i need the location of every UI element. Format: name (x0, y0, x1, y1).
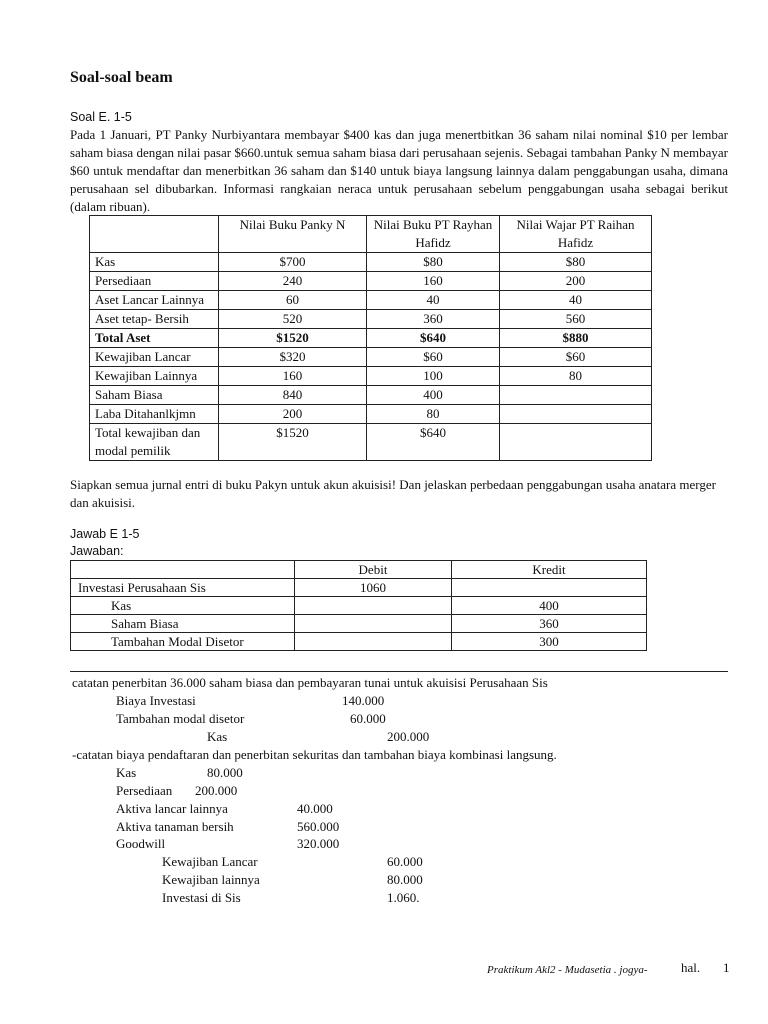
cell: 240 (219, 272, 367, 291)
cell: 40 (500, 291, 652, 310)
debit-cell (295, 633, 452, 651)
debit-cell (295, 597, 452, 615)
row-label: Saham Biasa (90, 386, 219, 405)
entry-label: Kewajiban Lancar (162, 854, 258, 869)
table-row (71, 597, 647, 615)
journal-table (70, 560, 647, 651)
cell: 60 (219, 291, 367, 310)
cell (500, 424, 652, 461)
table-row (71, 633, 647, 651)
cell: $640 (367, 424, 500, 461)
entry-label: Kas (116, 765, 137, 780)
row-label: Kewajiban Lancar (90, 348, 219, 367)
header-cell: Nilai Buku PT Rayhan Hafidz (367, 216, 500, 253)
entry-value: 1.060. (387, 890, 420, 905)
table-row (90, 424, 652, 461)
jawab-label: Jawab E 1-5 (70, 527, 140, 541)
table-row (90, 348, 652, 367)
table-row (90, 405, 652, 424)
entry-label: Biaya Investasi (116, 693, 196, 708)
header-cell (71, 561, 295, 579)
cell: 160 (367, 272, 500, 291)
cell: 200 (500, 272, 652, 291)
entry-label: Tambahan modal disetor (116, 711, 245, 726)
row-label: Total Aset (90, 329, 219, 348)
entry-value: 40.000 (297, 801, 333, 816)
question-block (70, 476, 728, 512)
entry-value: 80.000 (387, 872, 423, 887)
entry-value: 80.000 (207, 765, 243, 780)
cell: $60 (367, 348, 500, 367)
table-row (90, 310, 652, 329)
table-row-total (90, 329, 652, 348)
header-cell: Debit (295, 561, 452, 579)
cell: 80 (367, 405, 500, 424)
entry-label: Goodwill (116, 836, 166, 851)
cell: $640 (367, 329, 500, 348)
cell: $80 (367, 253, 500, 272)
footer-hal: hal. (681, 960, 701, 975)
account-cell: Investasi Perusahaan Sis (71, 579, 295, 597)
cell: 520 (219, 310, 367, 329)
page-number: 1 (723, 960, 730, 975)
credit-cell: 360 (452, 615, 647, 633)
row-label: Kas (90, 253, 219, 272)
jawab-sub: Jawaban: (70, 544, 124, 558)
entry-label: Persediaan (116, 783, 173, 798)
page-title: Soal-soal beam (70, 69, 173, 86)
jawab-block (70, 526, 139, 560)
table-row (90, 367, 652, 386)
table-row (90, 386, 652, 405)
entry-value: 200.000 (387, 729, 430, 744)
account-cell: Saham Biasa (71, 615, 295, 633)
credit-cell (452, 579, 647, 597)
cell: $700 (219, 253, 367, 272)
cell (500, 405, 652, 424)
cell: $320 (219, 348, 367, 367)
credit-cell: 400 (452, 597, 647, 615)
debit-cell (295, 615, 452, 633)
table-header-row (71, 561, 647, 579)
entry-value: 320.000 (297, 836, 340, 851)
table-row (71, 579, 647, 597)
header-cell: Nilai Buku Panky N (219, 216, 367, 253)
divider (70, 671, 728, 672)
soal-paragraph (70, 126, 728, 216)
row-label: Kewajiban Lainnya (90, 367, 219, 386)
entry-value: 60.000 (350, 711, 386, 726)
entry-label: Kewajiban lainnya (162, 872, 260, 887)
header-cell (90, 216, 219, 253)
entry-value: 140.000 (342, 693, 385, 708)
cell: $60 (500, 348, 652, 367)
table-row (90, 253, 652, 272)
table-row (90, 272, 652, 291)
cell: 360 (367, 310, 500, 329)
row-label: Laba Ditahanlkjmn (90, 405, 219, 424)
cell: 80 (500, 367, 652, 386)
entry-value: 560.000 (297, 819, 340, 834)
account-cell: Kas (71, 597, 295, 615)
entry-label: Aktiva tanaman bersih (116, 819, 234, 834)
table-row (71, 615, 647, 633)
row-label: Aset tetap- Bersih (90, 310, 219, 329)
row-label: Total kewajiban dan modal pemilik (90, 424, 219, 461)
entry-note-2: -catatan biaya pendaftaran dan penerbitan sekuritas dan tambahan biaya kombinasi langsung. (72, 747, 557, 762)
cell (500, 386, 652, 405)
table-row (90, 291, 652, 310)
credit-cell: 300 (452, 633, 647, 651)
cell: 200 (219, 405, 367, 424)
debit-cell: 1060 (295, 579, 452, 597)
cell: $880 (500, 329, 652, 348)
soal-text: Pada 1 Januari, PT Panky Nurbiyantara membayar $400 kas dan juga menertbitkan 36 saham nilai nominal $10 per lembar saham biasa dengan nilai pasar $660.untuk semua saham biasa dari perusahaan sejenis. Sebagai tambahan Panky N membayar $60 untuk mendaftar dan menerbitkan 36 saham dan $140 untuk biaya langsung lainnya dalam penggabungan usaha, dimana perusahaan sel dibubarkan. Informasi rangkaian neraca untuk perusahaan sebelum penggabungan usaha sebagai berikut (dalam ribuan). (70, 127, 728, 214)
entry-label: Aktiva lancar lainnya (116, 801, 228, 816)
cell: 100 (367, 367, 500, 386)
cell: $1520 (219, 424, 367, 461)
cell: 840 (219, 386, 367, 405)
balance-sheet-table (89, 215, 652, 461)
row-label: Aset Lancar Lainnya (90, 291, 219, 310)
entry-note-1: catatan penerbitan 36.000 saham biasa dan pembayaran tunai untuk akuisisi Perusahaan Sis (72, 675, 548, 690)
footer-text: Praktikum Akl2 - Mudasetia . jogya- (487, 964, 648, 976)
header-cell: Nilai Wajar PT Raihan Hafidz (500, 216, 652, 253)
cell: $1520 (219, 329, 367, 348)
account-cell: Tambahan Modal Disetor (71, 633, 295, 651)
cell: $80 (500, 253, 652, 272)
question-text: Siapkan semua jurnal entri di buku Pakyn untuk akun akuisisi! Dan jelaskan perbedaan penggabungan usaha anatara merger dan akuisisi. (70, 477, 716, 510)
table-header-row (90, 216, 652, 253)
entry-value: 200.000 (195, 783, 238, 798)
cell: 560 (500, 310, 652, 329)
entry-label: Investasi di Sis (162, 890, 241, 905)
entry-value: 60.000 (387, 854, 423, 869)
cell: 40 (367, 291, 500, 310)
header-cell: Kredit (452, 561, 647, 579)
entry-label: Kas (207, 729, 228, 744)
soal-label: Soal E. 1-5 (70, 110, 132, 124)
row-label: Persediaan (90, 272, 219, 291)
cell: 160 (219, 367, 367, 386)
cell: 400 (367, 386, 500, 405)
